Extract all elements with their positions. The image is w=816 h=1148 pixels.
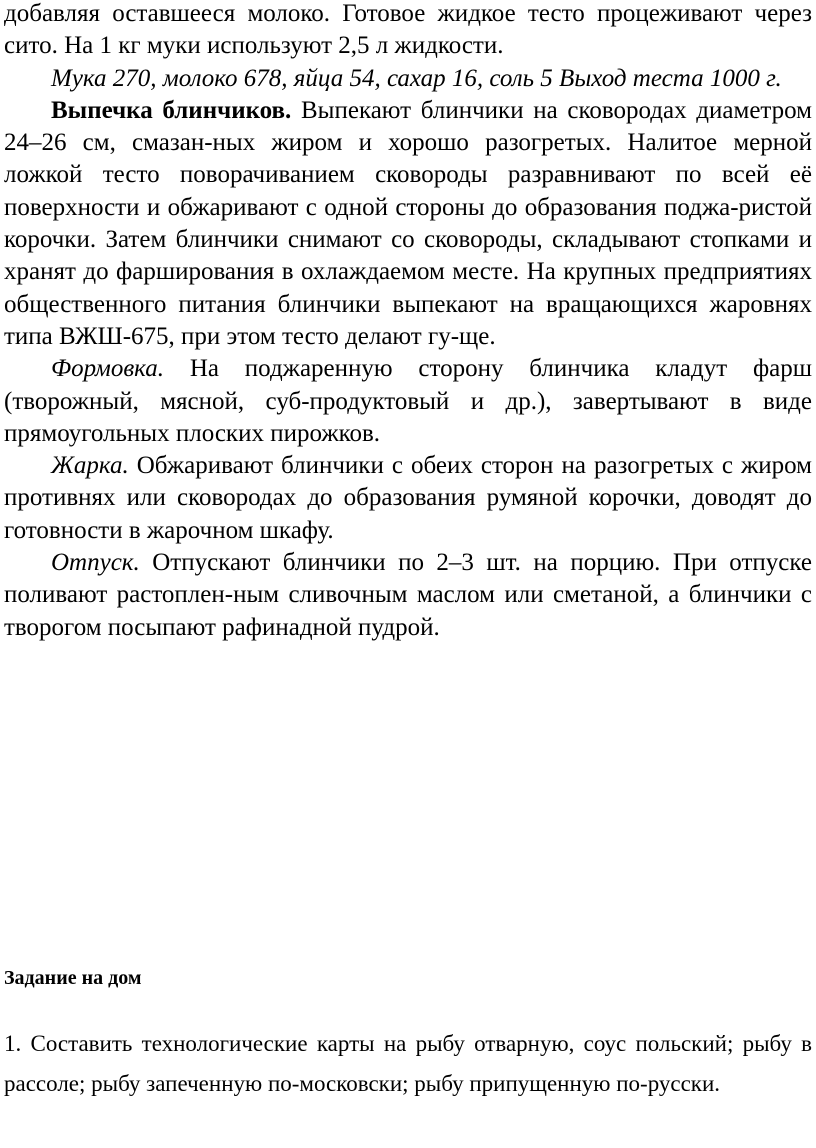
shaping-text: На поджаренную сторону блинчика кладут фарш (творожный, мясной, суб-продуктовый и др.), завертывают в виде прямоугольных плоских пирожков. — [4, 355, 812, 447]
document-body — [4, 0, 812, 644]
paragraph-frying — [4, 450, 812, 547]
serving-heading: Отпуск. — [51, 549, 140, 577]
paragraph-recipe-ingredients: Мука 270, молоко 678, яйца 54, сахар 16, соль 5 Выход теста 1000 г. — [51, 64, 782, 92]
paragraph-continuation: добавляя оставшееся молоко. Готовое жидкое тесто процеживают через сито. На 1 кг муки используют 2,5 л жидкости. — [4, 0, 812, 60]
paragraph-shaping — [4, 353, 812, 450]
frying-text: Обжаривают блинчики с обеих сторон на разогретых с жиром противнях или сковородах до образования румяной корочки, доводят до готовности в жарочном шкафу. — [4, 452, 812, 544]
baking-heading: Выпечка блинчиков. — [51, 96, 292, 124]
paragraph-serving — [4, 547, 812, 644]
shaping-heading: Формовка. — [51, 355, 164, 383]
serving-text: Отпускают блинчики по 2–3 шт. на порцию. При отпуске поливают растоплен-ным сливочным маслом или сметаной, а блинчики с творогом посыпают рафинадной пудрой. — [4, 549, 812, 641]
paragraph-baking — [4, 95, 812, 353]
frying-heading: Жарка. — [51, 452, 129, 480]
baking-text: Выпекают блинчики на сковородах диаметром 24–26 см, смазан-ных жиром и хорошо разогретых. Налитое мерной ложкой тесто поворачиванием сковороды разравнивают по всей её поверхности и обжаривают с одной стороны до образования поджа-ристой корочки. Затем блинчики снимают со сковороды, складывают стопками и хранят до фарширования в охлаждаемом месте. На крупных предприятиях общественного питания блинчики выпекают на вращающихся жаровнях типа ВЖШ-675, при этом тесто делают гу-ще. — [4, 96, 812, 350]
homework-item-1: 1. Составить технологические карты на рыбу отварную, соус польский; рыбу в рассоле; рыбу запеченную по-московски; рыбу припущенную по-русски. — [4, 1031, 812, 1096]
homework-section — [4, 1024, 812, 1103]
homework-title: Задание на дом — [4, 967, 142, 989]
